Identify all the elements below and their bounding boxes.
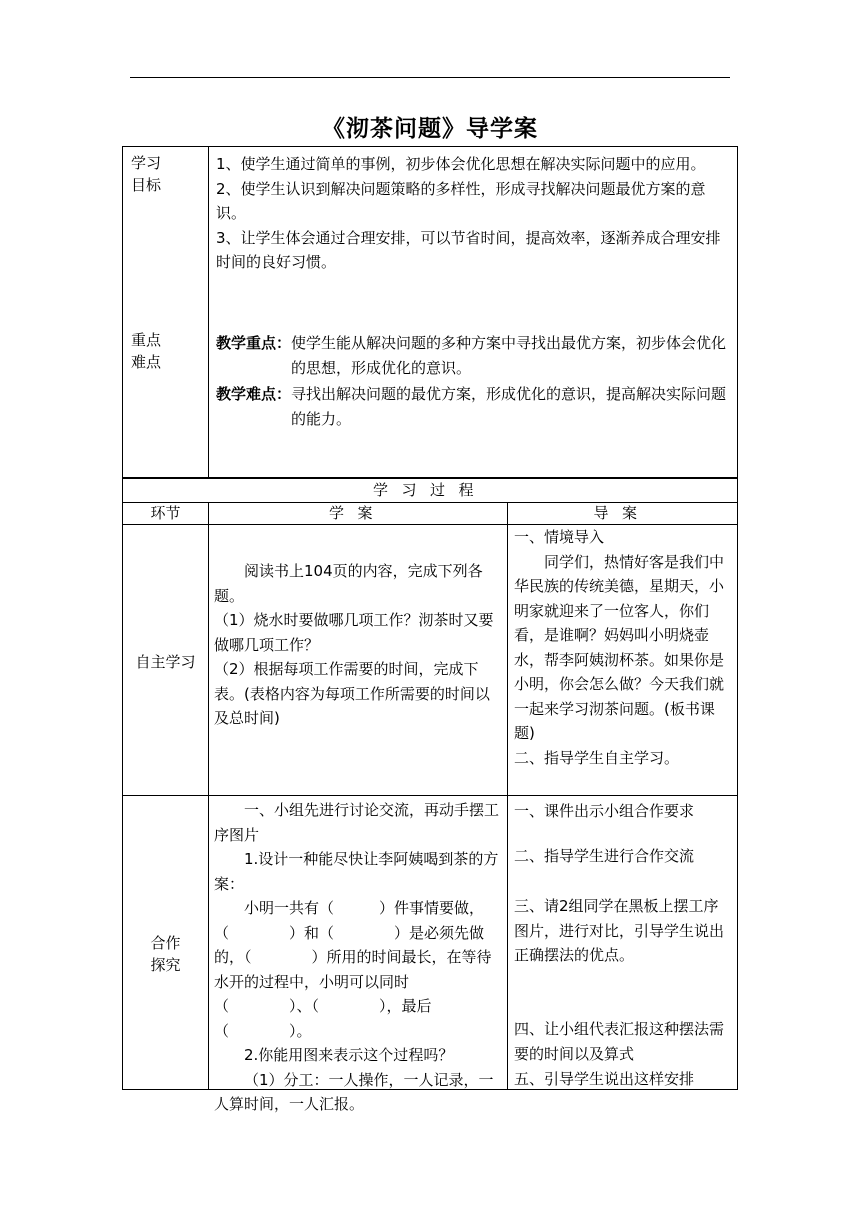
study-question: （2）根据每项工作需要的时间，完成下表。(表格内容为每项工作所需要的时间以及总时间) [214,660,490,727]
objective-item: 3、让学生体会通过合理安排，可以节省时间，提高效率，逐渐养成合理安排时间的良好习惯。 [216,228,721,271]
lesson-table [122,146,738,1113]
guide-text: 同学们，热情好客是我们中华民族的传统美德，星期天，小明家就迎来了一位客人，你们看，是谁啊？妈妈叫小明烧壶水，帮李阿姨沏杯茶。如果你是小明，你会怎么做？今天我们就一起来学习沏茶问题。(板书课题) [514,552,725,742]
col-divider [208,502,209,1090]
cooperation-content [214,798,501,1117]
guide-step: 二、指导学生自主学习。 [514,748,680,767]
col-header-study: 学案 [328,504,386,522]
coop-guide-item: 五、引导学生说出这样安排 [514,1070,695,1088]
process-heading: 学习过程 [372,481,487,499]
teaching-focus-label: 教学重点： [216,334,292,352]
teaching-difficulty-label: 教学难点： [216,385,292,403]
self-study-guide [514,525,732,770]
teaching-difficulty-text: 寻找出解决问题的最优方案，形成优化的意识，提高解决实际问题的能力。 [291,385,727,428]
coop-guide-item: 三、请2组同学在黑板上摆工序图片，进行对比，引导学生说出正确摆法的优点。 [514,897,725,964]
col-header-stage: 环节 [150,504,181,522]
self-study-stage: 自主学习 [135,653,196,671]
guide-heading: 一、情境导入 [514,528,605,546]
col-header-guide: 导案 [593,504,651,522]
coop-guide-item: 二、指导学生进行合作交流 [514,847,695,865]
objectives-label: 学习 目标 [131,154,162,194]
objectives-list [216,152,732,275]
teaching-focus [216,331,733,380]
header-rule [130,77,730,78]
study-instruction: 阅读书上104页的内容，完成下列各题。 [214,562,483,605]
teaching-difficulty [216,382,733,431]
keypoints-content [216,331,733,433]
coop-question: 2.你能用图来表示这个过程吗？ [244,1046,454,1064]
col-divider [208,147,209,477]
row-divider [123,795,737,796]
cooperation-stage: 合作 探究 [150,934,181,974]
coop-guide-item: 四、让小组代表汇报这种摆法需要的时间以及算式 [514,1020,725,1063]
teaching-focus-text: 使学生能从解决问题的多种方案中寻找出最优方案，初步体会优化的思想，形成优化的意识。 [291,334,727,377]
page-title: 《沏茶问题》导学案 [322,116,538,142]
keypoints-label: 重点 难点 [131,331,162,371]
study-question: （1）烧水时要做哪几项工作？沏茶时又要做哪几项工作？ [214,611,494,654]
coop-division: （1）分工：一人操作，一人记录，一人算时间，一人汇报。 [214,1070,494,1113]
self-study-content [214,559,501,731]
col-divider [507,502,508,1090]
coop-fill-blank: 小明一共有（ ）件事情要做，（ ）和（ ）是必须先做的，（ ）所用的时间最长，在等待水开的过程中，小明可以同时（ ）、（ ），最后（ ）。 [214,899,492,1040]
objective-item: 2、使学生认识到解决问题策略的多样性，形成寻找解决问题最优方案的意识。 [216,179,706,222]
objective-item: 1、使学生通过简单的事例，初步体会优化思想在解决实际问题中的应用。 [216,155,706,173]
coop-intro: 一、小组先进行讨论交流，再动手摆工序图片 [214,801,500,844]
coop-guide-item: 一、课件出示小组合作要求 [514,802,695,820]
coop-question: 1.设计一种能尽快让李阿姨喝到茶的方案： [214,850,499,893]
